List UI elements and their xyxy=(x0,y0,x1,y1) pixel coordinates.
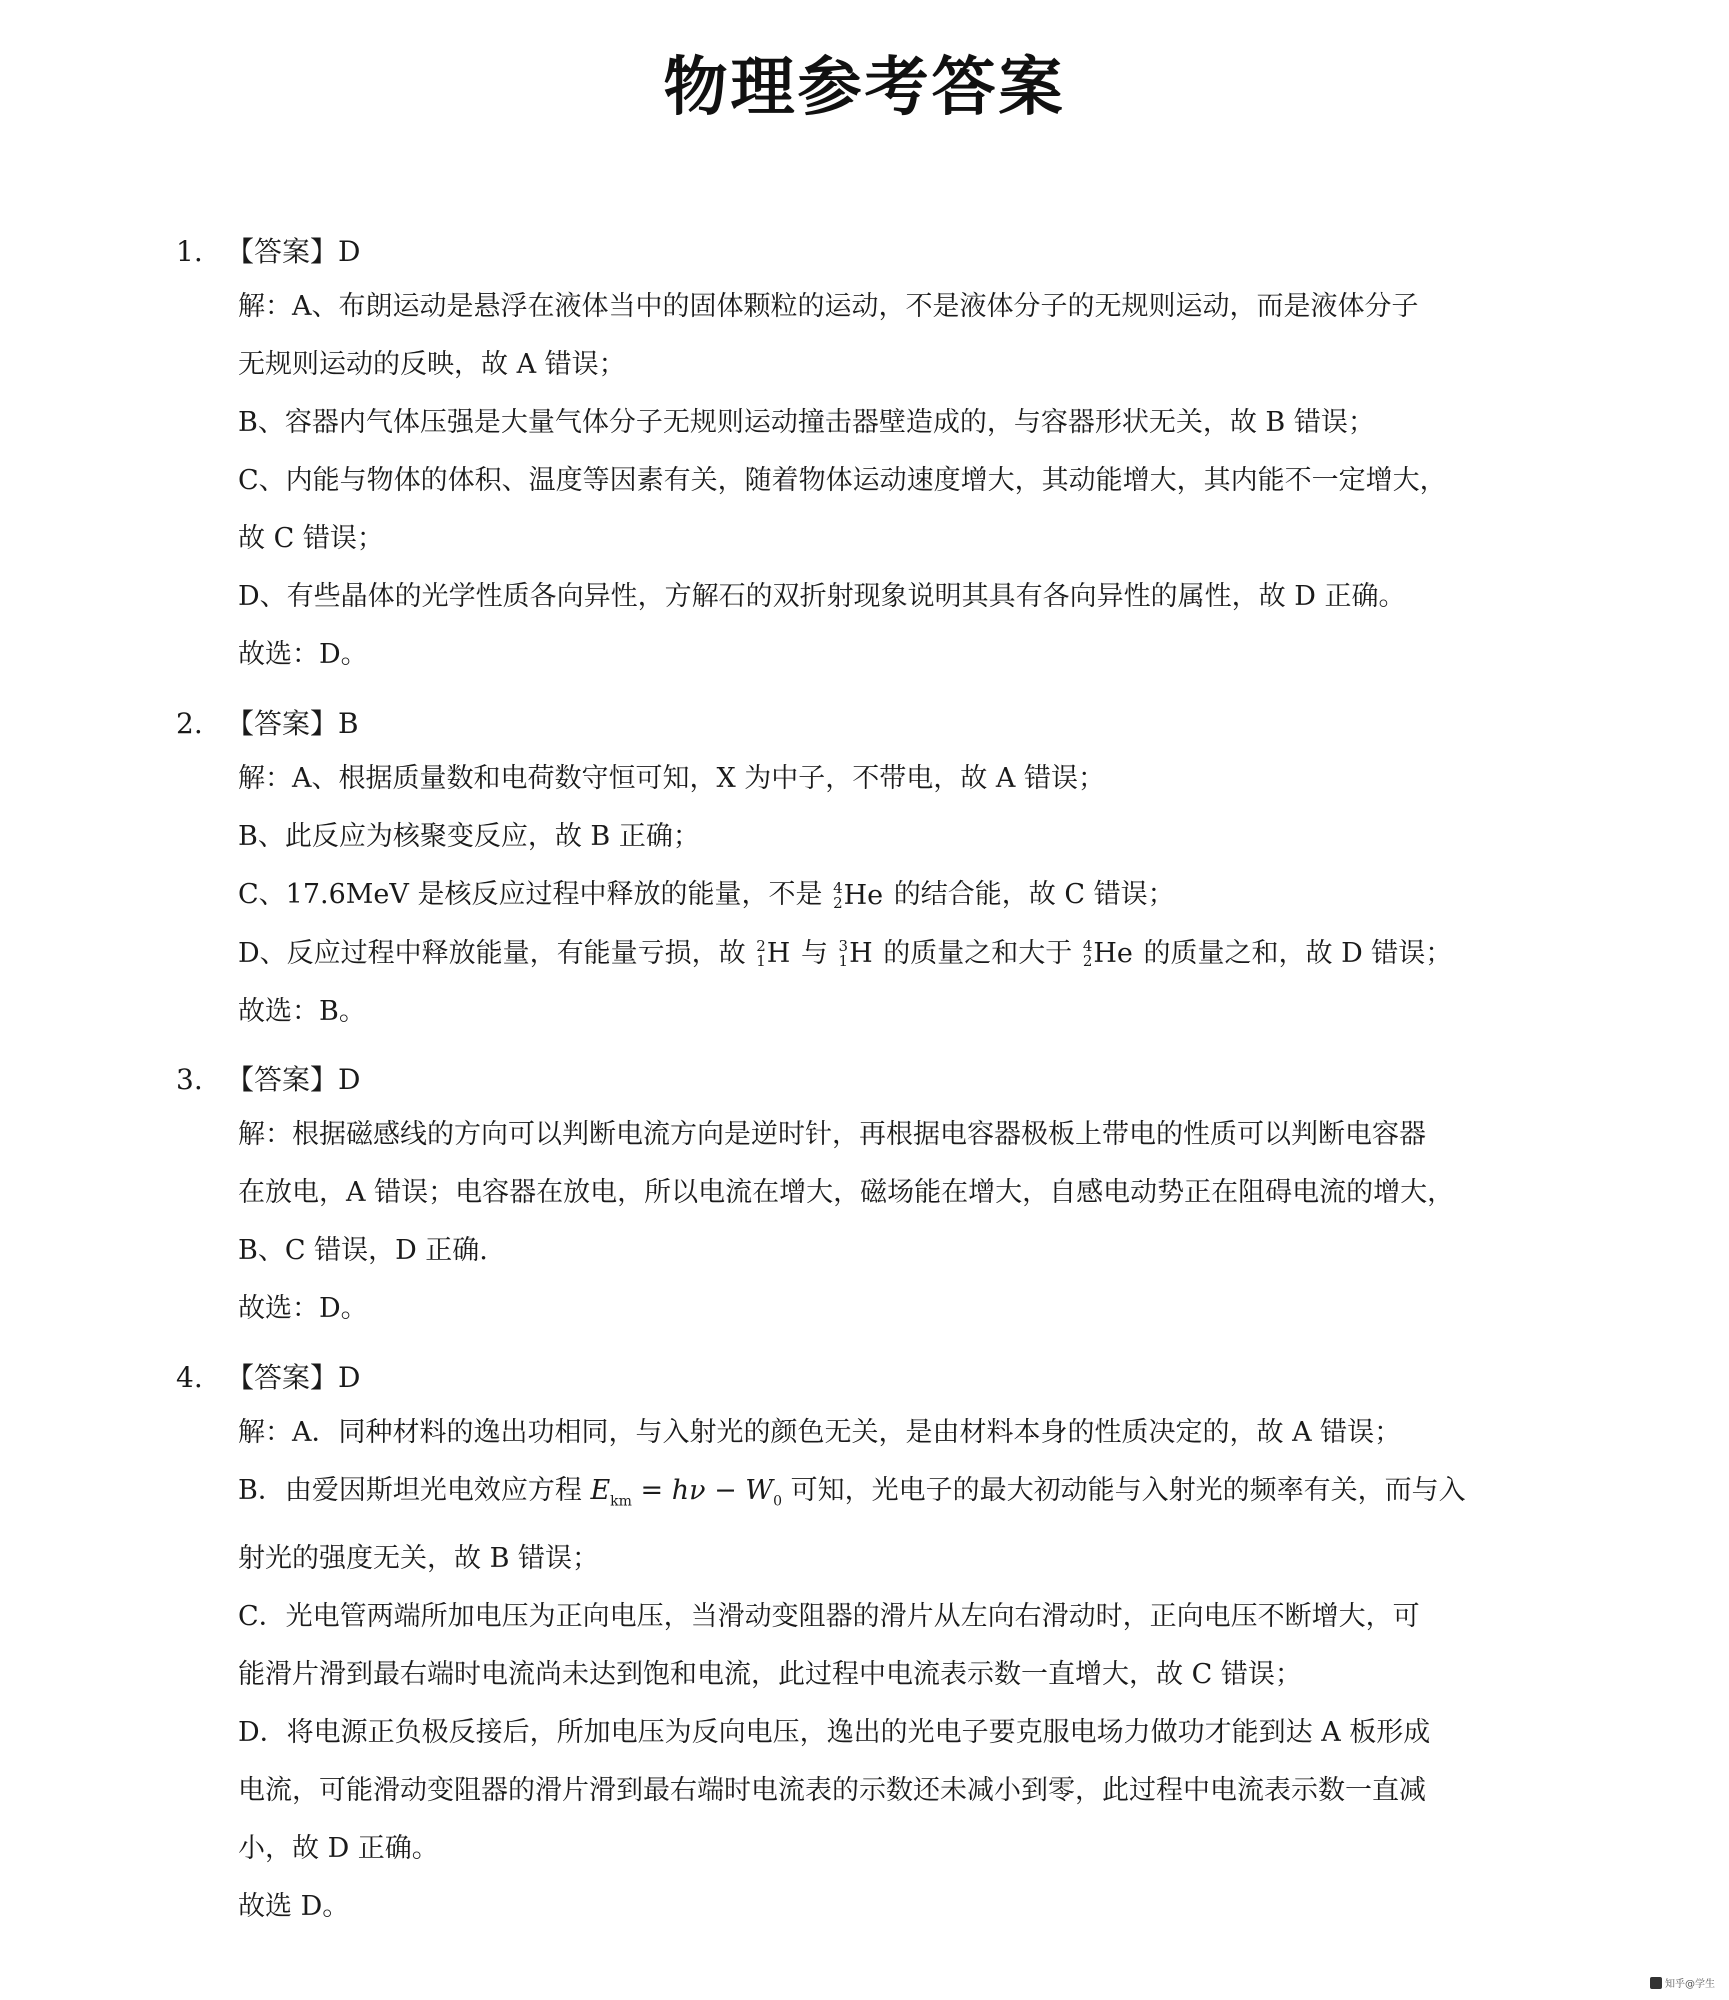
element-symbol: He xyxy=(1093,938,1133,969)
text-fragment: 的质量之和，故 D 错误； xyxy=(1143,937,1453,969)
page-title: 物理参考答案 xyxy=(663,50,1066,125)
text-fragment: B．由爱因斯坦光电效应方程 xyxy=(238,1475,582,1506)
solution-line: C．光电管两端所加电压为正向电压，当滑动变阻器的滑片从左向右滑动时，正向电压不断增大，可 xyxy=(238,1601,1420,1633)
question-4 xyxy=(0,1348,1729,1936)
text-fragment: D、反应过程中释放能量，有能量亏损，故 xyxy=(238,937,746,969)
helium-nuclide xyxy=(1083,925,1133,983)
answer-label: 【答案】B xyxy=(226,707,359,740)
solution-line: 故 C 错误； xyxy=(238,523,384,554)
solution-line: B、此反应为核聚变反应，故 B 正确； xyxy=(238,821,700,852)
photoelectric-equation xyxy=(590,1475,782,1510)
solution-line xyxy=(238,925,1568,984)
mass-number: 4 xyxy=(1082,937,1093,955)
solution-line: 故选：D。 xyxy=(238,1293,368,1324)
element-symbol: H xyxy=(849,938,873,969)
element-symbol: H xyxy=(766,938,791,969)
mass-number: 2 xyxy=(756,937,766,955)
charge-number: 2 xyxy=(1082,952,1093,970)
text-fragment: 与 xyxy=(800,937,828,969)
solution-line: 故选：B。 xyxy=(238,996,366,1027)
charge-number: 1 xyxy=(838,952,849,970)
answer-label: 【答案】D xyxy=(226,1063,361,1096)
text-fragment: C、17.6MeV 是核反应过程中释放的能量，不是 xyxy=(238,879,823,910)
question-number: 4. xyxy=(176,1361,203,1394)
mass-number: 3 xyxy=(838,937,849,955)
element-symbol: He xyxy=(843,879,884,911)
solution-line: 解：A．同种材料的逸出功相同，与入射光的颜色无关，是由材料本身的性质决定的，故 A 错误； xyxy=(238,1417,1402,1448)
formula-symbol: E xyxy=(590,1475,611,1506)
deuterium-nuclide xyxy=(756,925,790,983)
charge-number: 1 xyxy=(756,952,766,970)
mass-number: 4 xyxy=(833,878,843,897)
solution-line: 电流，可能滑动变阻器的滑片滑到最右端时电流表的示数还未减小到零，此过程中电流表示数一直减 xyxy=(238,1775,1426,1807)
question-number: 3. xyxy=(176,1063,203,1096)
text-fragment: 可知，光电子的最大初动能与入射光的频率有关，而与入 xyxy=(790,1475,1466,1506)
text-fragment: 的结合能，故 C 错误； xyxy=(893,879,1175,910)
solution-line: 解：A、布朗运动是悬浮在液体当中的固体颗粒的运动，不是液体分子的无规则运动，而是液体分子 xyxy=(238,291,1419,322)
question-1 xyxy=(0,222,1729,684)
answer-label: 【答案】D xyxy=(226,1361,361,1394)
solution-line xyxy=(238,1462,1568,1530)
solution-line: 小，故 D 正确。 xyxy=(238,1833,439,1865)
watermark xyxy=(1650,1975,1715,1990)
question-number: 1. xyxy=(176,235,203,268)
question-3 xyxy=(0,1050,1729,1338)
charge-number: 2 xyxy=(833,893,843,912)
helium-nuclide xyxy=(833,867,883,925)
solution-line: 解：根据磁感线的方向可以判断电流方向是逆时针，再根据电容器极板上带电的性质可以判断电容器 xyxy=(238,1119,1426,1150)
solution-line: 故选 D。 xyxy=(238,1891,350,1923)
watermark-logo-icon xyxy=(1650,1977,1662,1989)
solution-line: 无规则运动的反映，故 A 错误； xyxy=(238,349,626,380)
solution-line: 在放电，A 错误；电容器在放电，所以电流在增大，磁场能在增大，自感电动势正在阻碍电流的增大， xyxy=(238,1177,1455,1208)
question-number: 2. xyxy=(176,707,203,740)
solution-line: 解：A、根据质量数和电荷数守恒可知，X 为中子，不带电，故 A 错误； xyxy=(238,763,1105,794)
solution-line: 故选：D。 xyxy=(238,639,368,670)
formula-subscript: 0 xyxy=(773,1493,782,1510)
solution-line: C、内能与物体的体积、温度等因素有关，随着物体运动速度增大，其动能增大，其内能不一定增大， xyxy=(238,465,1447,496)
formula-body: = hν − W xyxy=(631,1475,774,1506)
solution-line: 能滑片滑到最右端时电流尚未达到饱和电流，此过程中电流表示数一直增大，故 C 错误； xyxy=(238,1659,1302,1691)
solution-line: B、容器内气体压强是大量气体分子无规则运动撞击器壁造成的，与容器形状无关，故 B 错误； xyxy=(238,407,1375,438)
question-2 xyxy=(0,694,1729,1041)
solution-line: D．将电源正负极反接后，所加电压为反向电压，逸出的光电子要克服电场力做功才能到达 A 板形成 xyxy=(238,1717,1431,1749)
answer-label: 【答案】D xyxy=(226,235,361,268)
watermark-text: 知乎@学生 xyxy=(1665,1979,1715,1990)
solution-line xyxy=(238,866,1568,925)
solution-line: 射光的强度无关，故 B 错误； xyxy=(238,1543,600,1575)
tritium-nuclide xyxy=(839,925,873,983)
solution-line: D、有些晶体的光学性质各向异性，方解石的双折射现象说明其具有各向异性的属性，故 D 正确。 xyxy=(238,581,1406,612)
solution-line: B、C 错误，D 正确. xyxy=(238,1235,488,1266)
formula-subscript: km xyxy=(610,1493,632,1510)
text-fragment: 的质量之和大于 xyxy=(883,937,1073,969)
